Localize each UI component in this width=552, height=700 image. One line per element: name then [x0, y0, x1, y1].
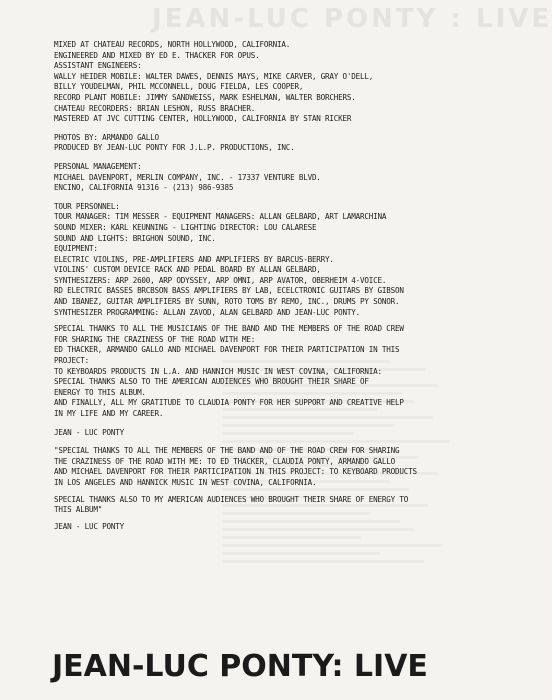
credit-line: RECORD PLANT MOBILE: JIMMY SANDWEISS, MARK ESHELMAN, WALTER BORCHERS.: [54, 92, 356, 102]
credit-line: SYNTHESIZERS: ARP 2600, ARP ODYSSEY, ARP OMNI, ARP AVATOR, OBERHEIM 4-VOICE.: [54, 275, 387, 285]
thanks-line: FOR SHARING THE CRAZINESS OF THE ROAD WITH ME:: [54, 334, 256, 344]
credit-line: TOUR MANAGER: TIM MESSER - EQUIPMENT MANAGERS: ALLAN GELBARD, ART LAMARCHINA: [54, 212, 387, 222]
signature: JEAN - LUC PONTY: [54, 427, 124, 437]
thanks-line: ED THACKER, ARMANDO GALLO AND MICHAEL DAVENPORT FOR THEIR PARTICIPATION IN THIS: [54, 345, 400, 355]
signature: JEAN - LUC PONTY: [54, 521, 124, 531]
quoted-thanks: [54, 446, 480, 488]
credit-line: PHOTOS BY: ARMANDO GALLO: [54, 132, 159, 142]
thanks-line: IN LOS ANGELES AND HANNICK MUSIC IN WEST COVINA, CALIFORNIA.: [54, 477, 317, 487]
credit-line: ENGINEERED AND MIXED BY ED E. THACKER FOR OPUS.: [54, 50, 260, 60]
personal-management: [54, 162, 480, 194]
recording-credits: [54, 40, 480, 125]
photo-producer-credits: [54, 133, 480, 154]
liner-notes: [54, 40, 480, 532]
credit-line: VIOLINS' CUSTOM DEVICE RACK AND PEDAL BOARD BY ALLAN GELBARD,: [54, 265, 321, 275]
audience-thanks: [54, 495, 480, 516]
credit-line: SYNTHESIZER PROGRAMMING: ALLAN ZAVOD, ALAN GELBARD AND JEAN-LUC PONTY.: [54, 307, 361, 317]
credit-line: TOUR PERSONNEL:: [54, 201, 120, 211]
credit-line: MICHAEL DAVENPORT, MERLIN COMPANY, INC. - 17337 VENTURE BLVD.: [54, 172, 321, 182]
thanks-line: THE CRAZINESS OF THE ROAD WITH ME: TO ED THACKER, CLAUDIA PONTY, ARMANDO GALLO: [54, 456, 396, 466]
credit-line: MIXED AT CHATEAU RECORDS, NORTH HOLLYWOOD, CALIFORNIA.: [54, 40, 291, 49]
show-through-title: JEAN-LUC PONTY : LIVE: [152, 4, 552, 34]
credit-line: SOUND AND LIGHTS: BRIGHON SOUND, INC.: [54, 233, 216, 243]
thanks-line: AND MICHAEL DAVENPORT FOR THEIR PARTICIPATION IN THIS PROJECT: TO KEYBOARD PRODUCTS: [54, 467, 417, 477]
credit-line: SOUND MIXER: KARL KEUNNING - LIGHTING DIRECTOR: LOU CALARESE: [54, 222, 317, 232]
credit-line: WALLY HEIDER MOBILE: WALTER DAWES, DENNIS MAYS, MIKE CARVER, GRAY O'DELL,: [54, 71, 374, 81]
thanks-line: "SPECIAL THANKS TO ALL THE MEMBERS OF THE BAND AND OF THE ROAD CREW FOR SHARING: [54, 446, 400, 456]
thanks-line: TO KEYBOARDS PRODUCTS IN L.A. AND HANNICH MUSIC IN WEST COVINA, CALIFORNIA:: [54, 366, 382, 376]
credit-line: MASTERED AT JVC CUTTING CENTER, HOLLYWOOD, CALIFORNIA BY STAN RICKER: [54, 114, 352, 124]
thanks-line: SPECIAL THANKS ALSO TO THE AMERICAN AUDIENCES WHO BROUGHT THEIR SHARE OF: [54, 377, 369, 387]
tour-personnel: [54, 202, 480, 319]
thanks-line: AND FINALLY, ALL MY GRATITUDE TO CLAUDIA PONTY FOR HER SUPPORT AND CREATIVE HELP: [54, 398, 404, 408]
credit-line: ENCINO, CALIFORNIA 91316 - (213) 986-9385: [54, 183, 234, 193]
credit-line: EQUIPMENT:: [54, 244, 98, 254]
credit-line: ELECTRIC VIOLINS, PRE-AMPLIFIERS AND AMPLIFIERS BY BARCUS-BERRY.: [54, 254, 334, 264]
thanks-line: SPECIAL THANKS TO ALL THE MUSICIANS OF THE BAND AND THE MEMBERS OF THE ROAD CREW: [54, 324, 404, 334]
album-title: JEAN-LUC PONTY: LIVE: [52, 649, 428, 684]
thanks-paragraph: [54, 324, 480, 419]
thanks-line: PROJECT:: [54, 356, 89, 366]
credit-line: ASSISTANT ENGINEERS:: [54, 61, 142, 71]
credit-line: RD ELECTRIC BASSES BRCBSON BASS AMPLIFIERS BY LAB, ECELCTRONIC GUITARS BY GIBSON: [54, 286, 404, 296]
thanks-line: SPECIAL THANKS ALSO TO MY AMERICAN AUDIENCES WHO BROUGHT THEIR SHARE OF ENERGY TO: [54, 494, 409, 504]
thanks-line: IN MY LIFE AND MY CAREER.: [54, 409, 164, 418]
credit-line: PRODUCED BY JEAN-LUC PONTY FOR J.L.P. PRODUCTIONS, INC.: [54, 143, 295, 153]
thanks-line: THIS ALBUM": [54, 505, 103, 515]
thanks-line: ENERGY TO THIS ALBUM.: [54, 387, 146, 397]
credit-line: AND IBANEZ, GUITAR AMPLIFIERS BY SUNN, ROTO TOMS BY REMO, INC., DRUMS PY SONOR.: [54, 297, 400, 307]
credit-line: PERSONAL MANAGEMENT:: [54, 161, 142, 171]
credit-line: BILLY YOUDELMAN, PHIL MCCONNELL, DOUG FIELDA, LES COOPER,: [54, 82, 304, 92]
credit-line: CHATEAU RECORDERS: BRIAN LESHON, RUSS BRACHER.: [54, 103, 256, 113]
